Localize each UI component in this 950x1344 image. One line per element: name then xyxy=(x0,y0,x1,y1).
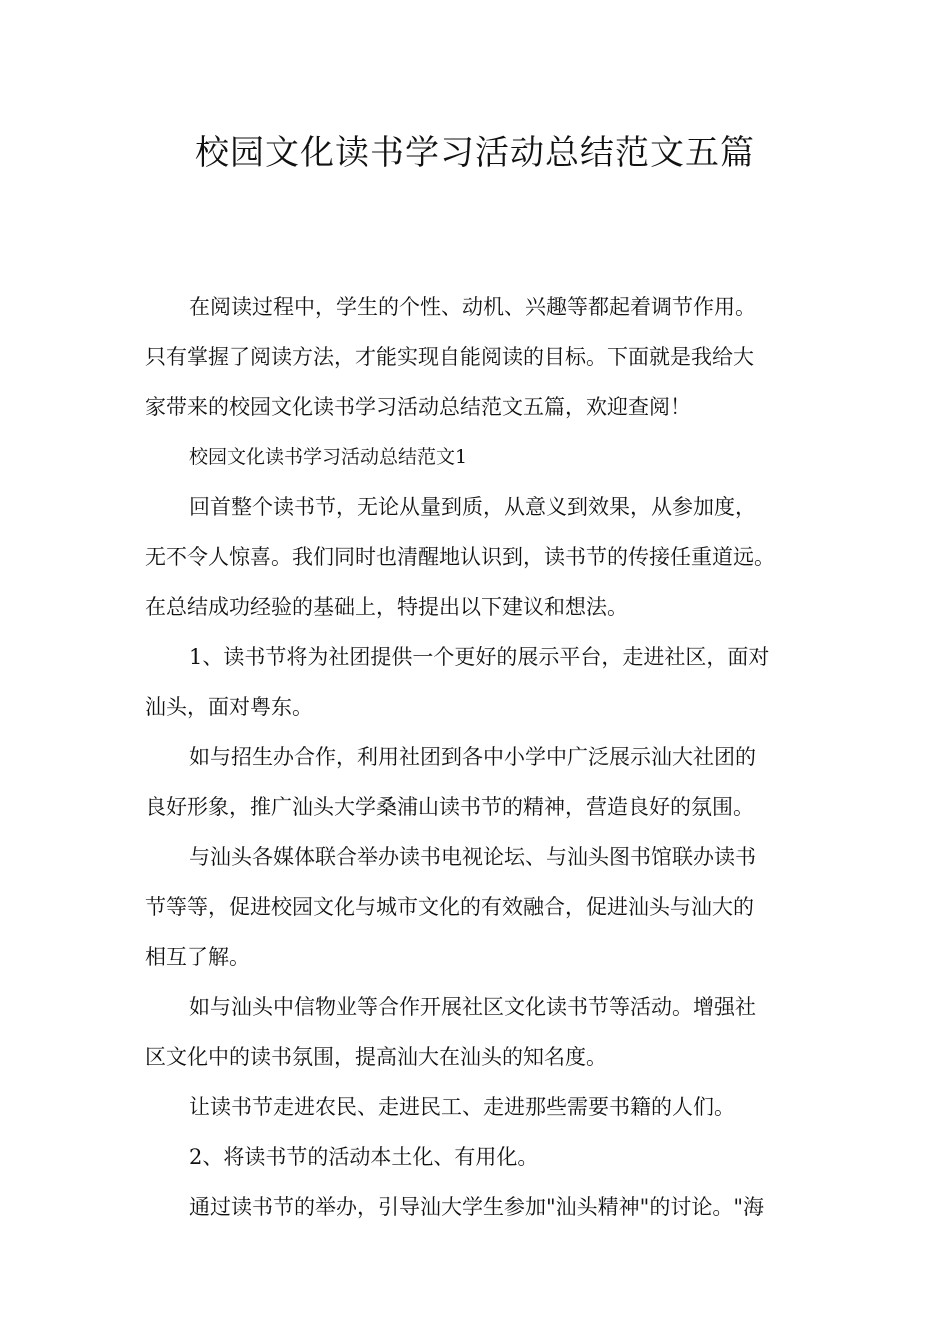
text-line: 节等等，促进校园文化与城市文化的有效融合，促进汕头与汕大的 xyxy=(145,895,754,919)
text-line: 良好形象，推广汕头大学桑浦山读书节的精神，营造良好的氛围。 xyxy=(145,795,754,819)
text-line: 无不令人惊喜。我们同时也清醒地认识到，读书节的传接任重道远。 xyxy=(145,545,775,569)
paragraph xyxy=(145,482,825,632)
paragraph xyxy=(145,832,825,982)
text-line: 相互了解。 xyxy=(145,945,250,969)
paragraph xyxy=(145,1082,825,1132)
text-line: 如与汕头中信物业等合作开展社区文化读书节等活动。增强社 xyxy=(189,995,756,1019)
document-body xyxy=(145,282,825,1232)
text-line: 2、将读书节的活动本土化、有用化。 xyxy=(189,1145,539,1169)
paragraph xyxy=(145,1182,825,1232)
text-line: 在阅读过程中，学生的个性、动机、兴趣等都起着调节作用。 xyxy=(189,295,756,319)
paragraph xyxy=(145,632,825,732)
text-line: 区文化中的读书氛围，提高汕大在汕头的知名度。 xyxy=(145,1045,607,1069)
text-line: 汕头，面对粤东。 xyxy=(145,695,313,719)
text-line: 让读书节走进农民、走进民工、走进那些需要书籍的人们。 xyxy=(189,1095,735,1119)
section-heading xyxy=(145,432,825,482)
text-line: 校园文化读书学习活动总结范文1 xyxy=(189,446,468,468)
text-line: 在总结成功经验的基础上，特提出以下建议和想法。 xyxy=(145,595,628,619)
text-line: 1、读书节将为社团提供一个更好的展示平台，走进社区，面对 xyxy=(189,645,770,669)
text-line: 与汕头各媒体联合举办读书电视论坛、与汕头图书馆联办读书 xyxy=(189,845,756,869)
paragraph xyxy=(145,982,825,1082)
text-line: 回首整个读书节，无论从量到质，从意义到效果，从参加度， xyxy=(189,495,756,519)
text-line: 如与招生办合作，利用社团到各中小学中广泛展示汕大社团的 xyxy=(189,745,756,769)
paragraph xyxy=(145,732,825,832)
text-line: 只有掌握了阅读方法，才能实现自能阅读的目标。下面就是我给大 xyxy=(145,345,754,369)
paragraph-intro xyxy=(145,282,825,432)
paragraph xyxy=(145,1132,825,1182)
text-line: 通过读书节的举办，引导汕大学生参加"汕头精神"的讨论。"海 xyxy=(189,1195,764,1219)
text-line: 家带来的校园文化读书学习活动总结范文五篇，欢迎查阅！ xyxy=(145,395,691,419)
document-title: 校园文化读书学习活动总结范文五篇 xyxy=(195,133,755,173)
